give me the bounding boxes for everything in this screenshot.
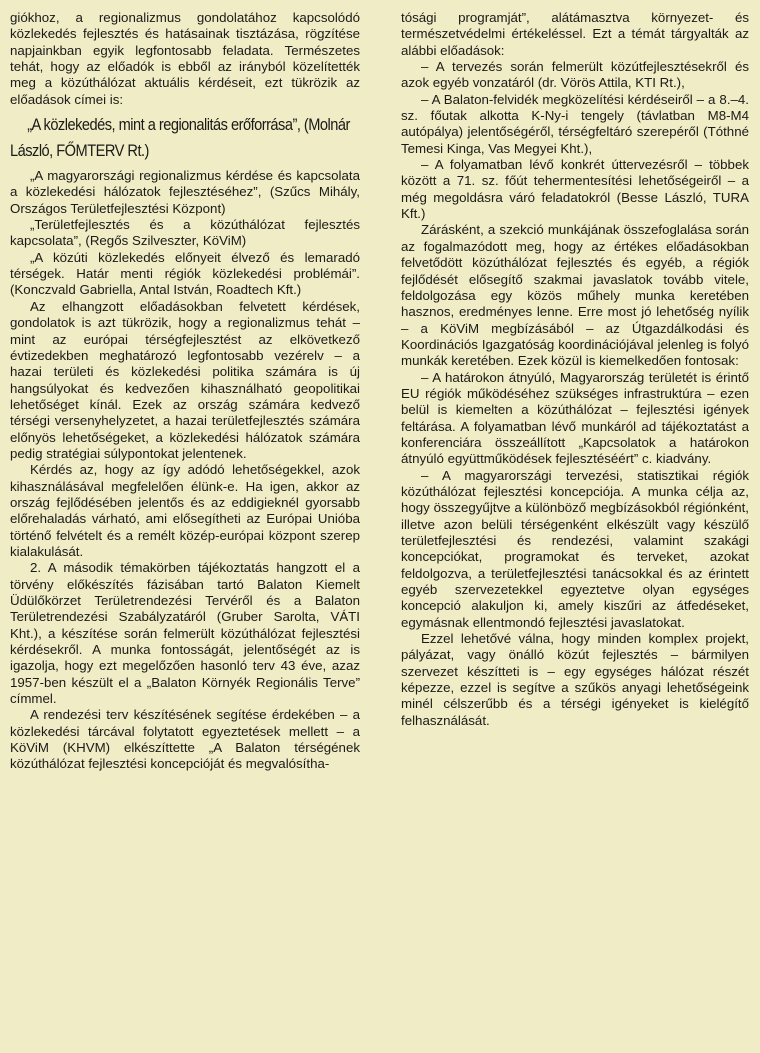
paragraph: „A magyarországi regionalizmus kérdése és kapcsolata a közlekedési hálózatok fejlesztéséhez”, (Szűcs Mihály, Országos Területfejlesztési Központ)	[10, 168, 360, 216]
paragraph: 2. A második témakörben tájékoztatás hangzott el a törvény előkészítés fázisában tartó Balaton Kiemelt Üdülőkörzet Területrendezési Tervéről és a Balaton Területrendezési Szabályzatáról (Gruber Sarolta, VÁTI Kht.), a készítése során felmerült közúthálózat fejlesztési kérdésekről. A munka fontosságát, jelentőségét az is igazolja, hogy ezt megelőzően hasonló terv 43 éve, azaz 1957-ben készült el a „Balaton Környék Regionális Terve” címmel.	[10, 560, 360, 707]
left-column	[10, 10, 360, 773]
paragraph: Az elhangzott előadásokban felvetett kérdések, gondolatok is azt tükrözik, hogy a regionalizmus tehát – mint az európai térségfejlesztést az elkövetkező évtizedekben meghatározó legfontosabb vezérelv – a hazai területi és közlekedési politika számára is új hangsúlyokat és kedvezően kihasználható geopolitikai lehetőséget kínál. Ezek az ország számára kedvező térségi versenyhelyzetet, a hazai területfejlesztés számára előnyös lehetőségeket, a közlekedési hálózatok számára pedig stratégiai súlypontokat jelentenek.	[10, 298, 360, 461]
list-item: – A folyamatban lévő konkrét úttervezésről – többek között a 71. sz. főút tehermentesítési lehetőségeiről – a még megoldásra váró feladatokról (Besse László, TURA Kft.)	[401, 157, 749, 222]
list-item: – A határokon átnyúló, Magyarország területét is érintő EU régiók működéséhez szükséges infrastruktúra – ezen belül is kiemelten a közúthálózat – fejlesztési igények feltárása. A folyamatban lévő munkáról ad tájékoztatást a konferenciára összeállított „Kapcsolatok a határokon átnyúló együttműködések fejlesztéséért” c. kiadvány.	[401, 369, 749, 467]
paragraph: Ezzel lehetővé válna, hogy minden komplex projekt, pályázat, vagy önálló közút fejlesztés – bármilyen szervezet készítteti is – egy egységes hálózat részét képezze, ezzel is segítve a szűkös anyagi lehetőségeink minél célszerűbb és a térségi igényeket is kielégítő felhasználását.	[401, 631, 749, 728]
paragraph: tósági programját”, alátámasztva környezet- és természetvédelmi értékeléssel. Ezt a témát tárgyalták az alábbi előadások:	[401, 10, 749, 58]
paragraph: „Területfejlesztés és a közúthálózat fejlesztés kapcsolata”, (Regős Szilveszter, KöViM)	[10, 217, 360, 249]
list-item: – A magyarországi tervezési, statisztikai régiók közúthálózat fejlesztési koncepciója. A munka célja az, hogy összegyűjtve a különböző megbízásokból régiónként, illetve azon belüli térségenként elkészült vagy készülő területfejlesztési és rendezési, valamint szakági koncepciókat, programokat és terveket, azokat feldolgozva, a területfejlesztési tanácsokkal és az érintett egyéb szervezetekkel egyeztetve olyan egységes koncepció alakuljon ki, amely kiszűri az átfedéseket, egymásnak ellentmondó fejlesztési javaslatokat.	[401, 467, 749, 630]
paragraph: „A közúti közlekedés előnyeit élvező és lemaradó térségek. Határ menti régiók közlekedési problémái”. (Konczvald Gabriella, Antal István, Roadtech Kft.)	[10, 249, 360, 298]
list-item: – A Balaton-felvidék megközelítési kérdéseiről – a 8.–4. sz. főutak alkotta K-Ny-i tengely (távlatban M8-M4 autópálya) jelentőségéről, térségfeltáró szerepéről (Tóthné Temesi Kinga, Vas Megyei Kht.),	[401, 91, 749, 156]
lecture-title-emphasized: „A közlekedés, mint a regionalitás erőforrása”, (Molnár László, FŐMTERV Rt.)	[10, 115, 350, 161]
paragraph: Kérdés az, hogy az így adódó lehetőségekkel, azok kihasználásával megfelelően élünk-e. Ha igen, akkor az ország fejlődésében jelentős és az eddigieknél gyorsabb előrehaladás várható, ami elősegítheti az Európai Unióba történő felvételt és a remélt közép-európai központ szerep kialakulását.	[10, 462, 360, 559]
paragraph: giókhoz, a regionalizmus gondolatához kapcsolódó közlekedés fejlesztés és hatásainak tisztázása, rögzítése napjainkban egyik legfontosabb feladata. Természetes tehát, hogy az előadók is ebből az irányból közelítették meg a közúthálózat aktuális kérdéseit, ezt tükrözik az előadások címei is:	[10, 10, 360, 107]
paragraph: A rendezési terv készítésének segítése érdekében – a közlekedési tárcával folytatott egyeztetések mellett – a KöViM (KHVM) elkészíttette „A Balaton térségének közúthálózat fejlesztési koncepcióját és megvalósítha-	[10, 707, 360, 772]
right-column	[401, 10, 749, 729]
list-item: – A tervezés során felmerült közútfejlesztésekről és azok egyéb vonzatáról (dr. Vörös Attila, KTI Rt.),	[401, 59, 749, 91]
paragraph: Zárásként, a szekció munkájának összefoglalása során az fogalmazódott meg, hogy az értékes előadásokban felvetődött közúthálózat fejlesztés és egyéb, a régiók fejlődését elősegítő szakmai javaslatok tovább vitele, feldolgozása egy közös műhely munka keretében hasznos, eredményes lenne. Erre most jó lehetőség nyílik – a KöViM megbízásából – az Útgazdálkodási és Koordinációs Igazgatóság koordinációjával jelenleg is folyó munkák keretében. Ezek közül is kiemelkedően fontosak:	[401, 222, 749, 369]
